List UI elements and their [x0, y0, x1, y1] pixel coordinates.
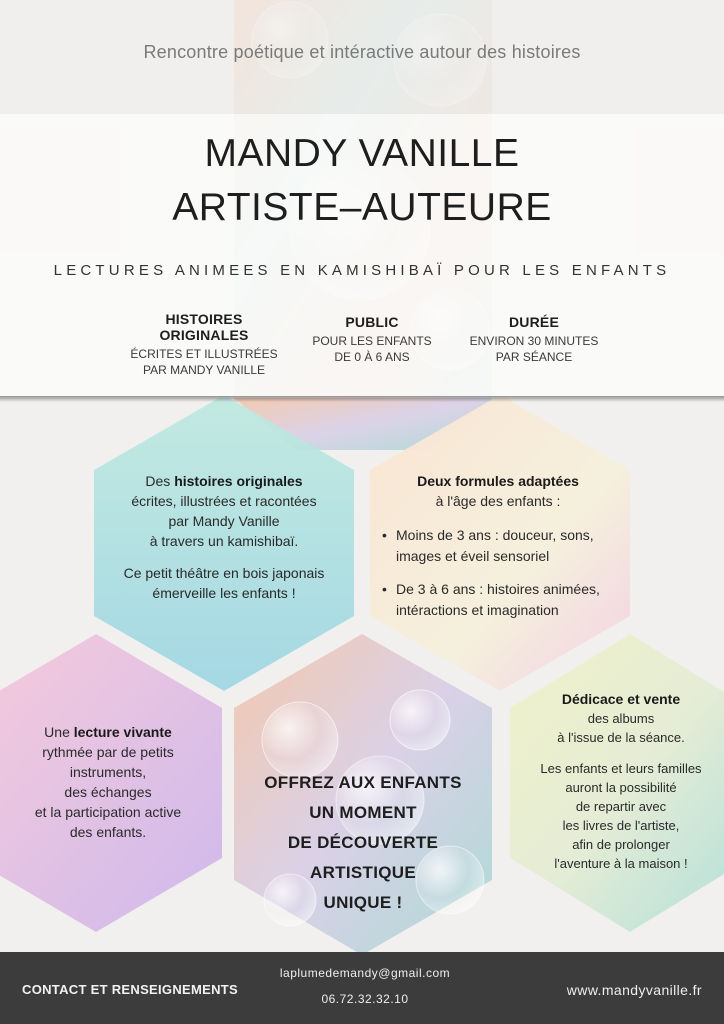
hex-stories-text [104, 471, 344, 603]
info-public-heading: PUBLIC [345, 314, 399, 330]
cta-text [234, 768, 492, 918]
hex-signing-para2: les livres de l'artiste, [562, 818, 680, 833]
artist-role-title: ARTISTE–AUTEURE [172, 186, 552, 229]
info-duration-line1: ENVIRON 30 MINUTES [469, 334, 599, 348]
footer-phone[interactable]: 06.72.32.32.10 [321, 992, 409, 1006]
info-stories-line2: PAR MANDY VANILLE [142, 363, 266, 377]
hex-stories-para2: émerveille les enfants ! [152, 585, 296, 601]
info-duration-line2: PAR SÉANCE [495, 350, 573, 364]
hex-stories-bold: histoires originales [174, 473, 303, 489]
hex-stories-line: écrites, illustrées et racontées [131, 493, 317, 509]
info-duration-heading: DURÉE [508, 314, 559, 330]
tagline: LECTURES ANIMEES EN KAMISHIBAÏ POUR LES ENFANTS [53, 262, 671, 279]
hex-reading-line: des enfants. [69, 824, 147, 840]
info-duration [456, 314, 612, 365]
list-item: • De 3 à 6 ans : histoires animées, intéractions et imagination [382, 579, 614, 621]
hex-reading-intro: Une [44, 724, 70, 740]
hex-signing-para2: afin de prolonger [572, 837, 670, 852]
cta-line: DE DÉCOUVERTE ARTISTIQUE [287, 833, 439, 882]
artist-name-title: MANDY VANILLE [204, 132, 520, 175]
hex-reading-line: instruments, [69, 764, 147, 780]
hex-signing-text [518, 690, 724, 873]
info-public [294, 314, 450, 365]
hex-signing-line: des albums [587, 711, 655, 726]
hex-signing-para2: Les enfants et leurs familles [540, 761, 702, 776]
hex-stories-para2: Ce petit théâtre en bois japonais [123, 565, 325, 581]
list-item: • Moins de 3 ans : douceur, sons, images et éveil sensoriel [382, 525, 614, 567]
hex-stories-line: à travers un kamishibaï. [149, 533, 299, 549]
hex-reading-line: et la participation active [34, 804, 182, 820]
footer-email[interactable]: laplumedemandy@gmail.com [279, 966, 451, 980]
hex-stories-line: par Mandy Vanille [168, 513, 280, 529]
cta-line: UN MOMENT [309, 803, 417, 822]
event-subtitle: Rencontre poétique et intéractive autour des histoires [143, 42, 581, 62]
info-stories-heading: HISTOIRES ORIGINALES [159, 311, 249, 343]
hex-reading-line: des échanges [64, 784, 152, 800]
cta-line: UNIQUE ! [323, 893, 403, 912]
header-shadow-divider [0, 396, 724, 402]
info-stories-line1: ÉCRITES ET ILLUSTRÉES [130, 347, 278, 361]
hex-formulas-line: à l'âge des enfants : [435, 493, 561, 509]
footer-contact-label: CONTACT ET RENSEIGNEMENTS [22, 982, 238, 997]
hex-signing-line: à l'issue de la séance. [557, 730, 685, 745]
info-public-line2: DE 0 À 6 ANS [334, 350, 410, 364]
info-stories [120, 311, 288, 378]
hex-signing-para2: de repartir avec [575, 799, 667, 814]
hex-signing-para2: l'aventure à la maison ! [554, 856, 688, 871]
formulas-list [382, 525, 614, 621]
hex-signing-para2: auront la possibilité [565, 780, 677, 795]
hex-formulas-bold: Deux formules adaptées [417, 473, 579, 489]
footer-website-link[interactable]: www.mandyvanille.fr [566, 982, 702, 998]
info-public-line1: POUR LES ENFANTS [312, 334, 432, 348]
hex-reading-line: rythmée par de petits [42, 744, 174, 760]
hex-signing-bold: Dédicace et vente [561, 691, 681, 707]
hex-formulas-text [382, 471, 614, 633]
hex-reading-bold: lecture vivante [73, 724, 172, 740]
cta-line: OFFREZ AUX ENFANTS [264, 773, 462, 792]
hex-reading-text [6, 722, 210, 842]
hex-stories-intro: Des [145, 473, 171, 489]
